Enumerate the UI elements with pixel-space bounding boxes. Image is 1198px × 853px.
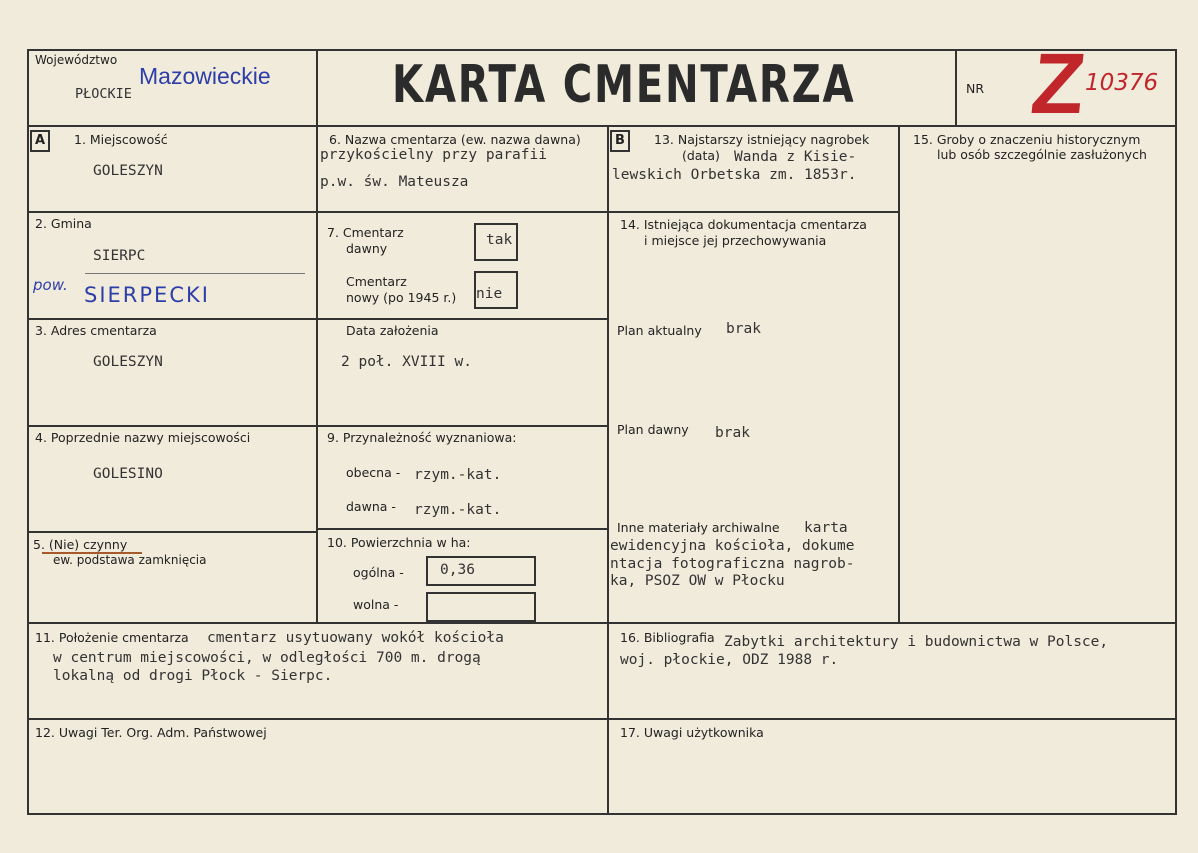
row-line <box>316 211 608 213</box>
f11-line2: w centrum miejscowości, w odległości 700 m. drogą <box>53 650 481 666</box>
section-b-marker: B <box>610 130 630 152</box>
f11-line3: lokalną od drogi Płock - Sierpc. <box>53 668 333 684</box>
plan-current-label: Plan aktualny <box>617 323 702 338</box>
f17-label: 17. Uwagi użytkownika <box>620 725 764 740</box>
other-line4: ka, PSOZ OW w Płocku <box>610 573 785 589</box>
header-div-2 <box>955 49 957 126</box>
frame-header-bottom <box>27 125 1177 127</box>
f11-line1: cmentarz usytuowany wokół kościoła <box>207 630 504 646</box>
f2-label: 2. Gmina <box>35 216 92 231</box>
f1-label: 1. Miejscowość <box>74 132 168 147</box>
col-div-2 <box>607 125 609 815</box>
f13-line1: Wanda z Kisie- <box>734 149 857 165</box>
f2-pow-value: SIERPECKI <box>84 283 210 307</box>
other-line1: karta <box>804 520 848 536</box>
frame-mid-bottom <box>27 622 1177 624</box>
f4-value: GOLESINO <box>93 466 163 482</box>
col-div-1 <box>316 125 318 623</box>
other-line3: ntacja fotograficzna nagrob- <box>610 556 855 572</box>
f6-label: 6. Nazwa cmentarza (ew. nazwa dawna) <box>329 132 581 147</box>
f9-former-value: rzym.-kat. <box>414 502 502 518</box>
nr-label: NR <box>966 81 985 96</box>
f16-line2: woj. płockie, ODZ 1988 r. <box>620 652 839 668</box>
f13-line2: lewskich Orbetska zm. 1853r. <box>612 167 857 183</box>
f13-label: 13. Najstarszy istniejący nagrobek <box>654 132 870 147</box>
card-title: KARTA CMENTARZA <box>392 55 856 115</box>
f14-label: 14. Istniejąca dokumentacja cmentarza <box>620 217 867 232</box>
f10-free-box <box>426 592 536 622</box>
row-line <box>27 531 317 533</box>
frame-right <box>1175 49 1177 815</box>
f9-former-label: dawna - <box>346 499 396 514</box>
col-div-3 <box>898 125 900 623</box>
f3-label: 3. Adres cmentarza <box>35 323 157 338</box>
f7-label-a: 7. Cmentarz <box>327 225 404 240</box>
f8-value: 2 poł. XVIII w. <box>341 354 472 370</box>
plan-current-value: brak <box>726 321 761 337</box>
f10-total-value: 0,36 <box>440 562 475 578</box>
f2-value: SIERPC <box>93 248 146 264</box>
row-line <box>27 318 317 320</box>
f9-label: 9. Przynależność wyznaniowa: <box>327 430 517 445</box>
row-line <box>27 425 317 427</box>
row-line <box>316 425 608 427</box>
f3-value: GOLESZYN <box>93 354 163 370</box>
nr-letter: Z <box>1027 36 1090 132</box>
f7-label-a2: dawny <box>346 241 388 256</box>
frame-row-divider <box>27 718 1177 720</box>
nr-number: 10376 <box>1085 70 1159 96</box>
f13-sub: (data) <box>682 148 720 163</box>
f5-sub: ew. podstawa zamknięcia <box>53 553 207 567</box>
f10-free-label: wolna - <box>353 597 399 612</box>
f6-line2: p.w. św. Mateusza <box>320 174 469 190</box>
f4-label: 4. Poprzednie nazwy miejscowości <box>35 430 251 445</box>
f10-label: 10. Powierzchnia w ha: <box>327 535 471 550</box>
f15-label2: lub osób szczególnie zasłużonych <box>937 147 1147 162</box>
f16-line1: Zabytki architektury i budownictwa w Polsce, <box>724 634 1109 650</box>
f8-label: Data założenia <box>346 323 439 338</box>
f7-label-b: Cmentarz <box>346 274 407 289</box>
f11-label: 11. Położenie cmentarza <box>35 630 189 645</box>
wojewodztwo-label: Województwo <box>35 53 118 67</box>
row-line <box>27 211 317 213</box>
f14-label2: i miejsce jej przechowywania <box>644 233 827 248</box>
f10-total-label: ogólna - <box>353 565 404 580</box>
header-div-1 <box>316 49 318 126</box>
frame-left <box>27 49 29 815</box>
section-a-marker: A <box>30 130 50 152</box>
f7-value-a: tak <box>486 232 513 248</box>
row-line <box>607 211 899 213</box>
f5-label: 5. (Nie) czynny <box>33 537 128 552</box>
frame-top <box>27 49 1177 51</box>
row-line <box>85 273 305 274</box>
f16-label: 16. Bibliografia <box>620 630 715 645</box>
f15-label: 15. Groby o znaczeniu historycznym <box>913 132 1141 147</box>
other-line2: ewidencyjna kościoła, dokume <box>610 538 855 554</box>
f12-label: 12. Uwagi Ter. Org. Adm. Państwowej <box>35 725 267 740</box>
frame-bottom <box>27 813 1177 815</box>
row-line <box>316 528 608 530</box>
f7-value-b: nie <box>476 286 503 302</box>
f7-label-b2: nowy (po 1945 r.) <box>346 290 457 305</box>
f2-pow-label: pow. <box>33 276 68 294</box>
f9-current-label: obecna - <box>346 465 401 480</box>
row-line <box>316 318 608 320</box>
wojewodztwo-typed: PŁOCKIE <box>75 86 132 102</box>
wojewodztwo-stamp: Mazowieckie <box>139 63 271 89</box>
f1-value: GOLESZYN <box>93 163 163 179</box>
other-label: Inne materiały archiwalne <box>617 520 780 535</box>
f6-line1: przykościelny przy parafii <box>320 147 547 163</box>
plan-former-value: brak <box>715 425 750 441</box>
f9-current-value: rzym.-kat. <box>414 467 502 483</box>
plan-former-label: Plan dawny <box>617 422 689 437</box>
